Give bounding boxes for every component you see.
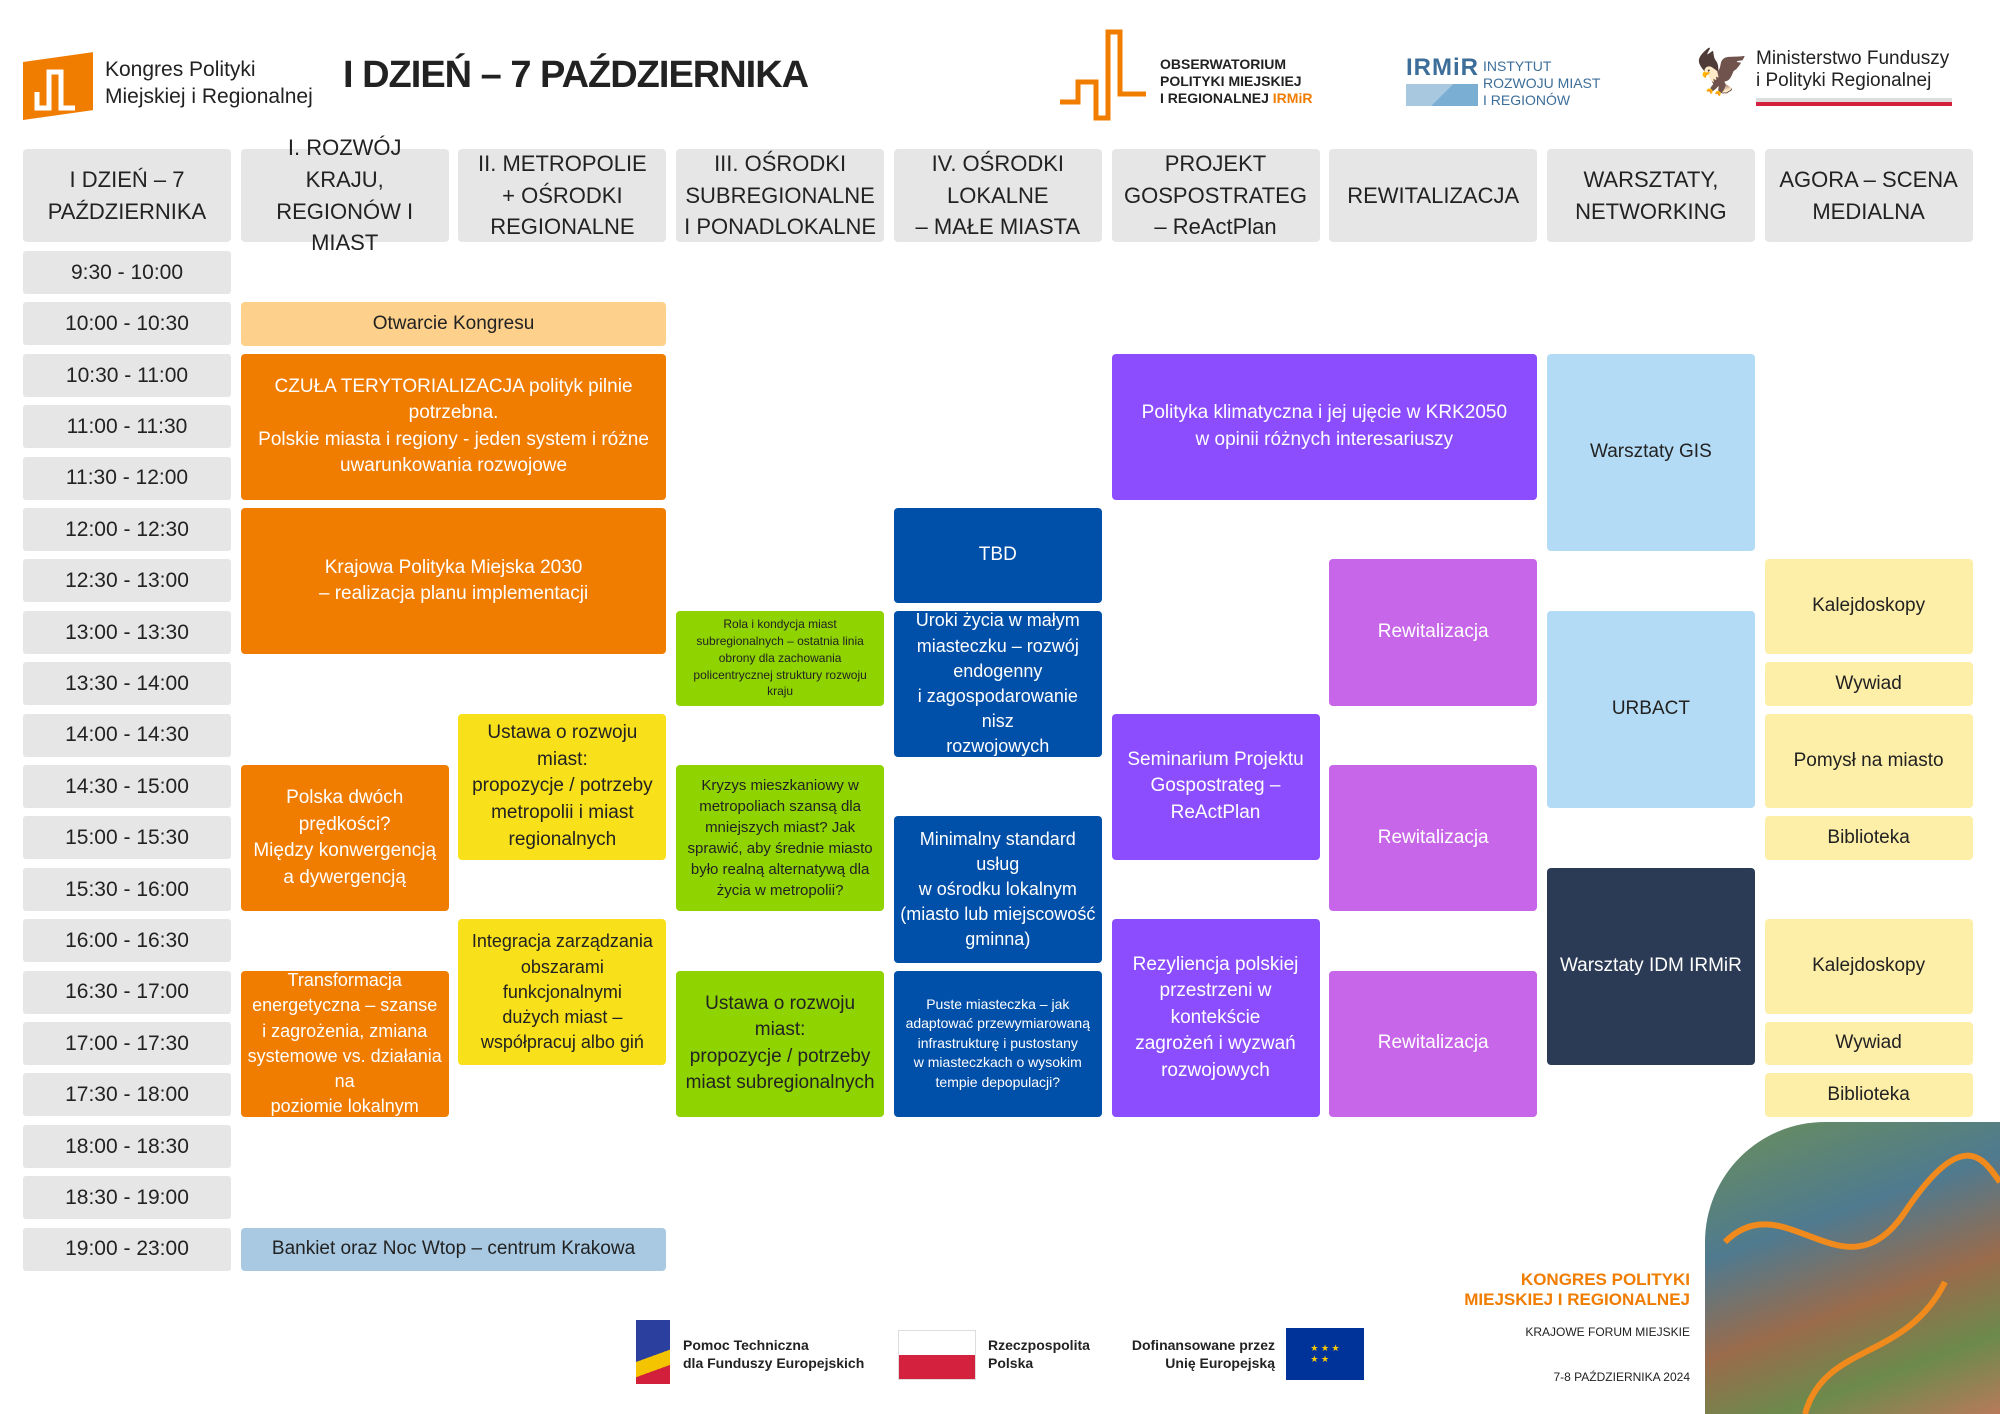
page-title: I DZIEŃ – 7 PAŹDZIERNIKA xyxy=(343,54,809,96)
session-block[interactable]: Seminarium Projektu Gospostrateg – ReActPlan xyxy=(1112,714,1320,860)
column-header: WARSZTATY, NETWORKING xyxy=(1547,149,1755,242)
time-slot: 16:30 - 17:00 xyxy=(23,971,231,1014)
time-slot: 17:00 - 17:30 xyxy=(23,1022,231,1065)
session-block[interactable]: Krajowa Polityka Miejska 2030 – realizacja planu implementacji xyxy=(241,508,667,654)
session-block[interactable]: Transformacja energetyczna – szanse i zagrożenia, zmiana systemowe vs. działania na poziomie lokalnym xyxy=(241,971,449,1117)
time-slot: 15:00 - 15:30 xyxy=(23,816,231,859)
session-block[interactable]: Warsztaty GIS xyxy=(1547,354,1755,552)
funds-logo-text: Pomoc Techniczna dla Funduszy Europejskich xyxy=(683,1337,865,1371)
time-slot: 16:00 - 16:30 xyxy=(23,919,231,962)
time-slot: 18:30 - 19:00 xyxy=(23,1176,231,1219)
session-block[interactable]: Rezyliencja polskiej przestrzeni w kontekście zagrożeń i wyzwań rozwojowych xyxy=(1112,919,1320,1117)
time-slot: 13:00 - 13:30 xyxy=(23,611,231,654)
time-slot: 10:00 - 10:30 xyxy=(23,302,231,345)
session-block[interactable]: Integracja zarządzania obszarami funkcjonalnymi dużych miast – współpracuj albo giń xyxy=(458,919,666,1065)
time-slot: 15:30 - 16:00 xyxy=(23,868,231,911)
poland-flag-icon xyxy=(898,1330,976,1380)
time-slot: 13:30 - 14:00 xyxy=(23,662,231,705)
funds-logo-icon xyxy=(636,1320,670,1384)
ministry-logo xyxy=(1694,46,1964,110)
irmir-logo-graphic xyxy=(1406,84,1478,106)
time-slot: 19:00 - 23:00 xyxy=(23,1228,231,1271)
eu-funding-text: Dofinansowane przez Unię Europejską xyxy=(1131,1337,1275,1371)
time-slot: 9:30 - 10:00 xyxy=(23,251,231,294)
session-block[interactable]: Ustawa o rozwoju miast: propozycje / potrzeby metropolii i miast regionalnych xyxy=(458,714,666,860)
time-slot: 14:30 - 15:00 xyxy=(23,765,231,808)
column-header: III. OŚRODKI SUBREGIONALNE I PONADLOKALNE xyxy=(676,149,884,242)
observatory-logo xyxy=(1058,26,1318,122)
session-block[interactable]: Polityka klimatyczna i jej ujęcie w KRK2050 w opinii różnych interesariuszy xyxy=(1112,354,1538,500)
eu-flag-icon: ★ ★ ★ ★ ★ xyxy=(1286,1328,1364,1380)
session-block[interactable]: Bankiet oraz Noc Wtop – centrum Krakowa xyxy=(241,1228,667,1271)
time-slot: 18:00 - 18:30 xyxy=(23,1125,231,1168)
session-block[interactable]: Biblioteka xyxy=(1765,1073,1973,1116)
session-block[interactable]: Ustawa o rozwoju miast: propozycje / potrzeby miast subregionalnych xyxy=(676,971,884,1117)
poland-text: Rzeczpospolita Polska xyxy=(988,1337,1090,1371)
session-block[interactable]: Wywiad xyxy=(1765,662,1973,705)
congress-logo-icon xyxy=(23,52,93,120)
brand-subtitle: KRAJOWE FORUM MIEJSKIE xyxy=(1525,1325,1690,1339)
eagle-icon: 🦅 xyxy=(1694,48,1750,97)
session-block[interactable]: Rewitalizacja xyxy=(1329,765,1537,911)
observatory-logo-text: OBSERWATORIUM POLITYKI MIEJSKIEJ I REGIONALNEJ xyxy=(1160,56,1302,106)
column-header: IV. OŚRODKI LOKALNE – MAŁE MIASTA xyxy=(894,149,1102,242)
time-slot: 14:00 - 14:30 xyxy=(23,714,231,757)
congress-logo-text: Kongres Polityki Miejskiej i Regionalnej xyxy=(105,58,313,109)
session-block[interactable]: Puste miasteczka – jak adaptować przewymiarowaną infrastrukturę i pustostany w miasteczkach o wysokim tempie depopulacji? xyxy=(894,971,1102,1117)
column-header: AGORA – SCENA MEDIALNA xyxy=(1765,149,1973,242)
session-block[interactable]: Rola i kondycja miast subregionalnych – ostatnia linia obrony dla zachowania policentrycznej struktury rozwoju kraju xyxy=(676,611,884,706)
irmir-logo-text: IRMiR xyxy=(1406,54,1479,81)
column-header: I. ROZWÓJ KRAJU, REGIONÓW I MIAST xyxy=(241,149,449,242)
session-block[interactable]: Biblioteka xyxy=(1765,816,1973,859)
time-slot: 12:00 - 12:30 xyxy=(23,508,231,551)
session-block[interactable]: Warsztaty IDM IRMiR xyxy=(1547,868,1755,1066)
column-header: II. METROPOLIE + OŚRODKI REGIONALNE xyxy=(458,149,666,242)
session-block[interactable]: URBACT xyxy=(1547,611,1755,809)
irmir-logo xyxy=(1403,48,1603,118)
session-block[interactable]: Kryzys mieszkaniowy w metropoliach szansą dla mniejszych miast? Jak sprawić, aby średnie miasto było realną alternatywą dla życia w metropolii? xyxy=(676,765,884,911)
brand-date: 7-8 PAŹDZIERNIKA 2024 xyxy=(1553,1370,1690,1384)
observatory-logo-icon xyxy=(1058,26,1148,122)
session-block[interactable]: Rewitalizacja xyxy=(1329,971,1537,1117)
brand-title: KONGRES POLITYKI MIEJSKIEJ I REGIONALNEJ xyxy=(1464,1270,1690,1310)
session-block[interactable]: Uroki życia w małym miasteczku – rozwój endogenny i zagospodarowanie nisz rozwojowych xyxy=(894,611,1102,757)
session-block[interactable]: Kalejdoskopy xyxy=(1765,919,1973,1014)
time-slot: 12:30 - 13:00 xyxy=(23,559,231,602)
ministry-logo-text: Ministerstwo Funduszy i Polityki Regionalnej xyxy=(1756,48,1950,91)
column-header: I DZIEŃ – 7 PAŹDZIERNIKA xyxy=(23,149,231,242)
irmir-logo-sub: INSTYTUT ROZWOJU MIAST I REGIONÓW xyxy=(1483,58,1601,108)
congress-logo xyxy=(23,52,93,120)
session-block[interactable]: Polska dwóch prędkości? Między konwergencją a dywergencją xyxy=(241,765,449,911)
time-slot: 10:30 - 11:00 xyxy=(23,354,231,397)
session-block[interactable]: Otwarcie Kongresu xyxy=(241,302,667,345)
session-block[interactable]: Pomysł na miasto xyxy=(1765,714,1973,809)
orange-line-decoration xyxy=(1705,1122,2000,1414)
observatory-logo-accent: IRMiR xyxy=(1272,89,1313,106)
session-block[interactable]: CZUŁA TERYTORIALIZACJA polityk pilnie potrzebna. Polskie miasta i regiony - jeden system i różne uwarunkowania rozwojowe xyxy=(241,354,667,500)
session-block[interactable]: Kalejdoskopy xyxy=(1765,559,1973,654)
session-block[interactable]: TBD xyxy=(894,508,1102,603)
session-block[interactable]: Minimalny standard usług w ośrodku lokalnym (miasto lub miejscowość gminna) xyxy=(894,816,1102,962)
time-slot: 11:00 - 11:30 xyxy=(23,405,231,448)
column-header: PROJEKT GOSPOSTRATEG – ReActPlan xyxy=(1112,149,1320,242)
session-block[interactable]: Rewitalizacja xyxy=(1329,559,1537,705)
time-slot: 11:30 - 12:00 xyxy=(23,457,231,500)
time-slot: 17:30 - 18:00 xyxy=(23,1073,231,1116)
session-block[interactable]: Wywiad xyxy=(1765,1022,1973,1065)
column-header: REWITALIZACJA xyxy=(1329,149,1537,242)
